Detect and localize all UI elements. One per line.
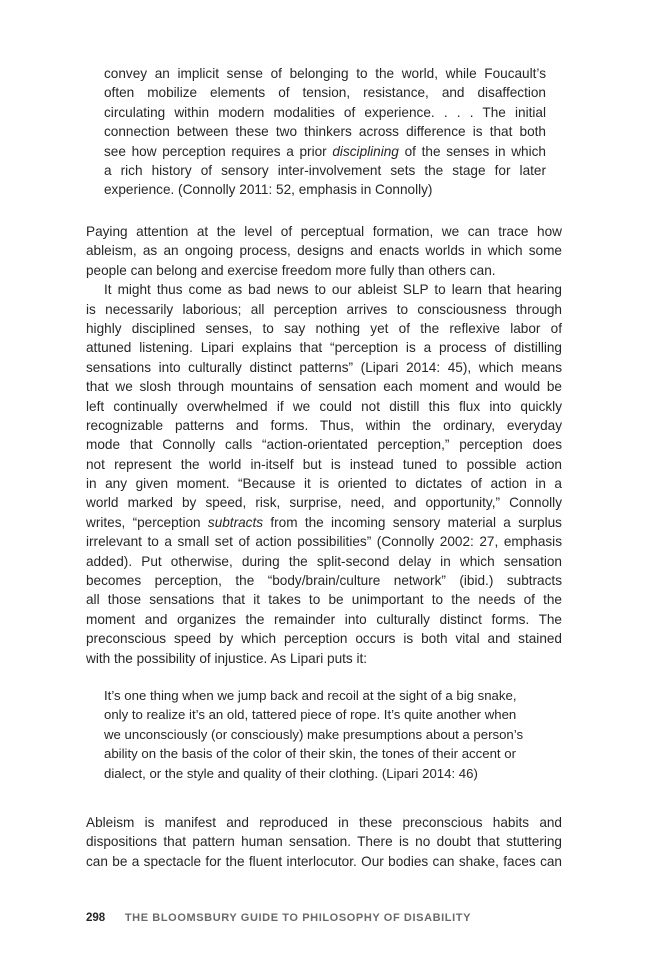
text-segment: from the incoming sensory material a surplus (263, 514, 562, 530)
text-line (104, 686, 546, 705)
text-line (86, 629, 562, 648)
text-segment: with the possibility of injustice. As Lipari puts it: (86, 650, 368, 666)
text-line (86, 513, 562, 532)
text-line (86, 319, 562, 338)
text-segment: added). Put otherwise, during the split-second delay in which sensation (86, 553, 562, 569)
text-line (86, 435, 562, 454)
text-segment: irrelevant to a small set of action possibilities” (Connolly 2002: 27, emphasis (86, 534, 562, 550)
text-segment: can be a spectacle for the fluent interlocutor. Our bodies can shake, faces can (86, 853, 562, 869)
text-segment: circulating within modern modalities of experience. . . . The initial (104, 104, 546, 120)
text-line (104, 103, 546, 122)
text-segment: left continually overwhelmed if we could not distill this flux into quickly (86, 398, 562, 414)
text-segment: only to realize it’s an old, tattered piece of rope. It’s quite another when (104, 707, 517, 723)
text-line (104, 64, 546, 83)
text-segment: see how perception requires a prior (104, 143, 333, 159)
block-quote-connolly (104, 64, 546, 200)
text-segment: connection between these two thinkers across difference is that both (104, 124, 546, 140)
text-segment: It’s one thing when we jump back and recoil at the sight of a big snake, (104, 688, 517, 703)
text-line (86, 455, 562, 474)
text-segment: often mobilize elements of tension, resistance, and disaffection (104, 85, 546, 101)
text-line (104, 122, 546, 141)
text-segment: people can belong and exercise freedom more fully than others can. (86, 262, 496, 278)
text-line (104, 142, 546, 161)
text-segment: in any given moment. “Because it is oriented to dictates of action in a (86, 476, 562, 492)
text-segment: not represent the world in-itself but is instead tuned to possible action (86, 456, 562, 472)
text-line (86, 416, 562, 435)
text-line (104, 161, 546, 180)
text-line (104, 705, 546, 724)
text-segment: all those sensations that it takes to be unimportant to the needs of the (86, 592, 562, 608)
text-line (86, 377, 562, 396)
text-segment: convey an implicit sense of belonging to the world, while Foucault’s (104, 66, 546, 81)
emphasis-text: disciplining (332, 143, 399, 159)
text-segment: preconscious speed by which perception occurs is both vital and stained (86, 631, 562, 647)
text-line (86, 493, 562, 512)
block-quote-lipari (104, 686, 546, 783)
text-segment: that we slosh through mountains of sensation each moment and would be (86, 379, 562, 395)
page-footer (86, 912, 471, 924)
text-line (86, 832, 562, 851)
text-line (86, 590, 562, 609)
text-line (86, 358, 562, 377)
text-line (86, 222, 562, 241)
text-segment: recognizable patterns and forms. Thus, within the ordinary, everyday (86, 417, 562, 433)
text-segment: is necessarily laborious; all perception arrives to consciousness through (86, 301, 562, 317)
text-segment: sensations into culturally distinct patterns” (Lipari 2014: 45), which means (86, 359, 562, 375)
text-segment: a rich history of sensory inter-involvement sets the stage for later (104, 162, 546, 178)
text-segment: mode that Connolly calls “action-orientated perception,” perception does (86, 437, 562, 453)
text-segment: attuned listening. Lipari explains that “perception is a process of distilling (86, 340, 562, 356)
text-line (104, 764, 546, 783)
text-line (86, 649, 562, 668)
text-segment: experience. (Connolly 2011: 52, emphasis in Connolly) (104, 182, 433, 198)
text-line (104, 83, 546, 102)
text-segment: Ableism is manifest and reproduced in these preconscious habits and (86, 815, 562, 830)
text-line (86, 571, 562, 590)
page-number: 298 (86, 912, 106, 924)
emphasis-text: subtracts (207, 514, 264, 530)
text-line (86, 397, 562, 416)
text-line (86, 241, 562, 260)
text-line (104, 180, 546, 199)
text-line (86, 474, 562, 493)
text-line (86, 532, 562, 551)
text-segment: we unconsciously (or consciously) make presumptions about a person’s (104, 726, 524, 742)
text-segment: ableism, as an ongoing process, designs and enacts worlds in which some (86, 243, 562, 259)
text-line (86, 852, 562, 871)
text-segment: dispositions that pattern human sensation. There is no doubt that stuttering (86, 834, 562, 850)
text-segment: highly disciplined senses, to say nothing yet of the reflexive labor of (86, 320, 562, 336)
text-segment: moment and organizes the remainder into culturally distinct forms. The (86, 611, 562, 627)
running-book-title: THE BLOOMSBURY GUIDE TO PHILOSOPHY OF DISABILITY (124, 912, 472, 924)
text-segment: ability on the basis of the color of their skin, the tones of their accent or (104, 746, 516, 762)
text-line (86, 813, 562, 832)
text-line (86, 300, 562, 319)
text-line (86, 338, 562, 357)
body-paragraphs-perception (86, 222, 562, 668)
text-line (104, 725, 546, 744)
text-segment: becomes perception, the “body/brain/culture network” (ibid.) subtracts (86, 573, 562, 589)
text-line (104, 744, 546, 763)
text-segment: It might thus come as bad news to our ableist SLP to learn that hearing (104, 282, 562, 298)
text-line (86, 280, 562, 299)
text-segment: writes, “perception (86, 514, 208, 530)
text-line (86, 261, 562, 280)
text-line (86, 552, 562, 571)
text-segment: world marked by speed, risk, surprise, need, and opportunity,” Connolly (86, 495, 562, 511)
text-segment: Paying attention at the level of perceptual formation, we can trace how (86, 224, 562, 239)
text-line (86, 610, 562, 629)
text-segment: dialect, or the style and quality of their clothing. (Lipari 2014: 46) (104, 765, 478, 781)
text-segment: of the senses in which (398, 143, 546, 159)
body-paragraph-ableism (86, 813, 562, 871)
